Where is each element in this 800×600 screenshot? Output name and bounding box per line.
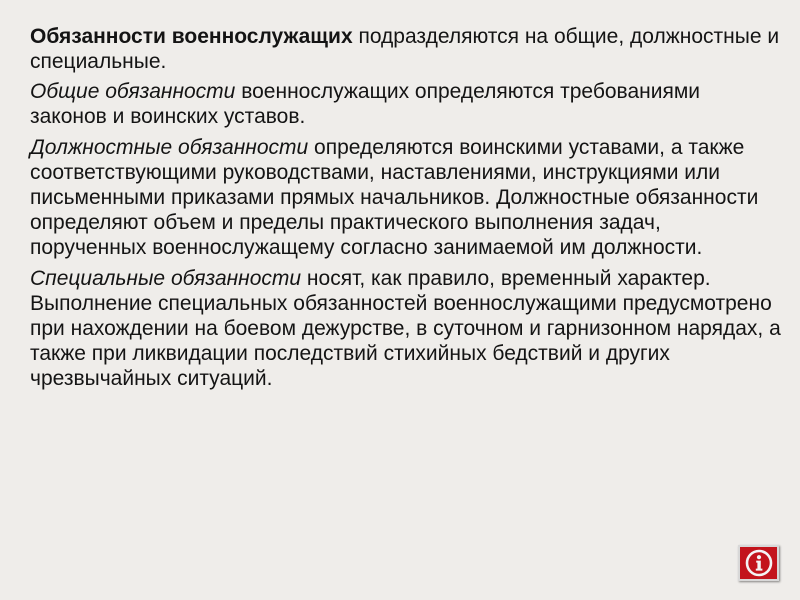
term-official-obligations: Должностные обязанности: [30, 136, 309, 159]
slide-body: [30, 24, 782, 397]
paragraph-official-obligations: [30, 135, 782, 260]
term-special-obligations: Специальные обязанности: [30, 267, 302, 290]
paragraph-text: подразделяются на общие, должностные и специальные.: [30, 25, 780, 73]
paragraph-text: военнослужащих определяются требованиями законов и воинских уставов.: [30, 80, 701, 128]
paragraph-general-obligations: [30, 79, 782, 129]
paragraph-special-obligations: [30, 266, 782, 391]
term-military-obligations: Обязанности военнослужащих: [30, 25, 353, 48]
paragraph-text: определяются воинскими уставами, а также соответствующими руководствами, наставлениями, инструкциями или письменными приказами прямых начальников. Должностные обязанности определяют объем и пределы практического выполнения задач, порученных военнослужащему согласно занимаемой им должности.: [30, 136, 759, 259]
term-general-obligations: Общие обязанности: [30, 80, 236, 103]
info-button[interactable]: [738, 545, 779, 581]
info-icon: [745, 549, 773, 577]
paragraph-obligations-types: [30, 24, 782, 74]
paragraph-text: носят, как правило, временный характер. Выполнение специальных обязанностей военнослужащими предусмотрено при нахождении на боевом дежурстве, в суточном и гарнизонном нарядах, а также при ликвидации последствий стихийных бедствий и других чрезвычайных ситуаций.: [30, 267, 781, 390]
